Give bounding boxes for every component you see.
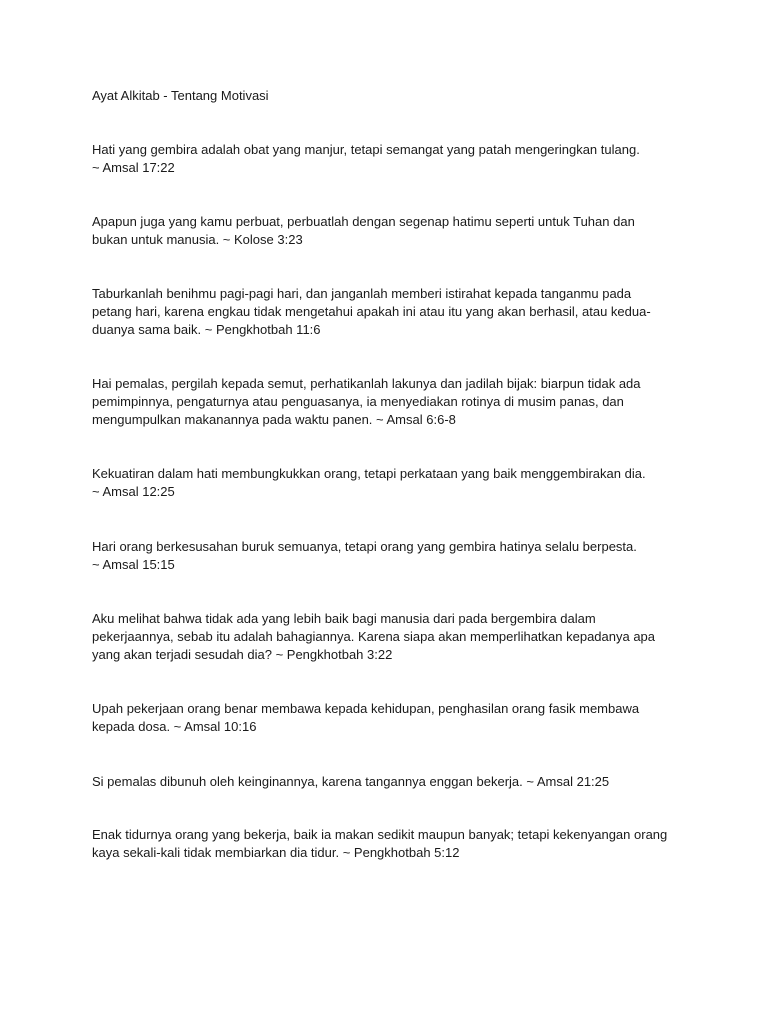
verse-line: mengumpulkan makanannya pada waktu panen. ~ Amsal 6:6-8 bbox=[92, 412, 456, 427]
verse-paragraph bbox=[92, 285, 682, 339]
verse-line: ~ Amsal 17:22 bbox=[92, 160, 175, 175]
verse-line: kaya sekali-kali tidak membiarkan dia tidur. ~ Pengkhotbah 5:12 bbox=[92, 845, 460, 860]
verse-line: Upah pekerjaan orang benar membawa kepada kehidupan, penghasilan orang fasik membawa bbox=[92, 701, 640, 716]
verse-line: ~ Amsal 15:15 bbox=[92, 557, 175, 572]
verse-line: kepada dosa. ~ Amsal 10:16 bbox=[92, 719, 257, 734]
verse-line: Hati yang gembira adalah obat yang manjur, tetapi semangat yang patah mengeringkan tulang. bbox=[92, 142, 640, 157]
verse-paragraph bbox=[92, 213, 682, 249]
verse-paragraph bbox=[92, 375, 682, 429]
verse-line: pekerjaannya, sebab itu adalah bahagiannya. Karena siapa akan memperlihatkan kepadanya apa bbox=[92, 629, 656, 644]
verse-paragraph bbox=[92, 700, 682, 736]
verse-paragraph bbox=[92, 465, 682, 501]
verse-paragraph bbox=[92, 141, 682, 177]
verse-line: ~ Amsal 12:25 bbox=[92, 484, 175, 499]
document-title: Ayat Alkitab - Tentang Motivasi bbox=[92, 88, 269, 103]
verse-line: Hai pemalas, pergilah kepada semut, perhatikanlah lakunya dan jadilah bijak: biarpun tidak ada bbox=[92, 376, 641, 391]
verse-paragraph bbox=[92, 773, 682, 791]
verse-line: bukan untuk manusia. ~ Kolose 3:23 bbox=[92, 232, 303, 247]
verse-line: Apapun juga yang kamu perbuat, perbuatlah dengan segenap hatimu seperti untuk Tuhan dan bbox=[92, 214, 635, 229]
verse-line: Hari orang berkesusahan buruk semuanya, tetapi orang yang gembira hatinya selalu berpesta. bbox=[92, 539, 637, 554]
verse-line: pemimpinnya, pengaturnya atau penguasanya, ia menyediakan rotinya di musim panas, dan bbox=[92, 394, 624, 409]
verse-line: Enak tidurnya orang yang bekerja, baik ia makan sedikit maupun banyak; tetapi kekenyangan orang bbox=[92, 827, 668, 842]
verse-line: duanya sama baik. ~ Pengkhotbah 11:6 bbox=[92, 322, 321, 337]
verse-line: petang hari, karena engkau tidak mengetahui apakah ini atau itu yang akan berhasil, atau kedua- bbox=[92, 304, 651, 319]
verse-paragraph bbox=[92, 610, 682, 664]
verse-line: Kekuatiran dalam hati membungkukkan orang, tetapi perkataan yang baik menggembirakan dia. bbox=[92, 466, 646, 481]
verse-line: Aku melihat bahwa tidak ada yang lebih baik bagi manusia dari pada bergembira dalam bbox=[92, 611, 596, 626]
verse-paragraph bbox=[92, 826, 682, 862]
verse-line: yang akan terjadi sesudah dia? ~ Pengkhotbah 3:22 bbox=[92, 647, 393, 662]
verse-line: Taburkanlah benihmu pagi-pagi hari, dan janganlah memberi istirahat kepada tanganmu pada bbox=[92, 286, 632, 301]
verse-paragraph bbox=[92, 538, 682, 574]
verse-line: Si pemalas dibunuh oleh keinginannya, karena tangannya enggan bekerja. ~ Amsal 21:25 bbox=[92, 774, 610, 789]
